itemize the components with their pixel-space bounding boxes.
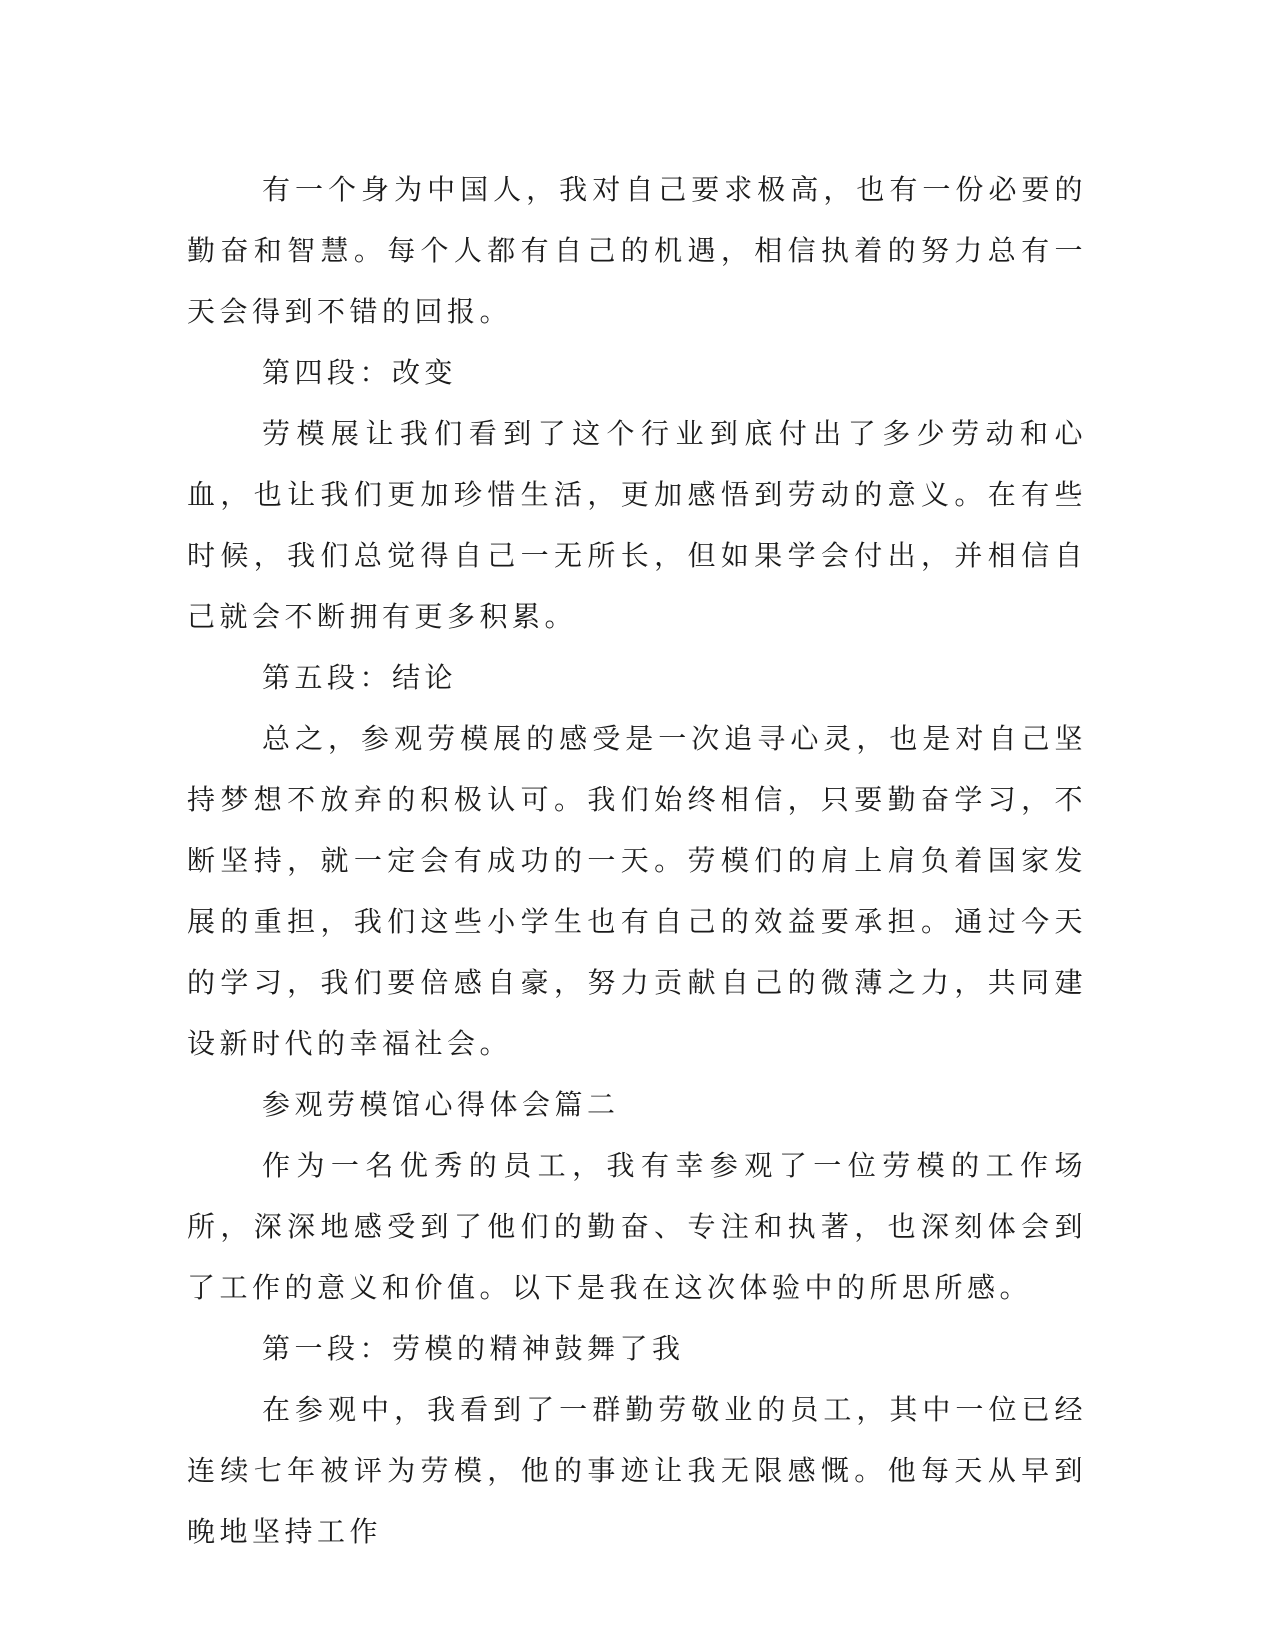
document-body (187, 159, 1087, 1562)
section-heading-spirit: 第一段：劳模的精神鼓舞了我 (262, 1332, 685, 1365)
section-heading-change: 第四段：改变 (262, 356, 458, 389)
section-heading-conclusion: 第五段：结论 (262, 661, 458, 694)
paragraph-conclusion: 总之，参观劳模展的感受是一次追寻心灵，也是对自己坚持梦想不放弃的积极认可。我们始终相信，只要勤奋学习，不断坚持，就一定会有成功的一天。劳模们的肩上肩负着国家发展的重担，我们这些小学生也有自己的效益要承担。通过今天的学习，我们要倍感自豪，努力贡献自己的微薄之力，共同建设新时代的幸福社会。 (187, 722, 1087, 1060)
paragraph-change: 劳模展让我们看到了这个行业到底付出了多少劳动和心血，也让我们更加珍惜生活，更加感悟到劳动的意义。在有些时候，我们总觉得自己一无所长，但如果学会付出，并相信自己就会不断拥有更多积累。 (187, 417, 1087, 633)
essay-title-part-two: 参观劳模馆心得体会篇二 (262, 1088, 620, 1121)
paragraph-diligence: 有一个身为中国人，我对自己要求极高，也有一份必要的勤奋和智慧。每个人都有自己的机遇，相信执着的努力总有一天会得到不错的回报。 (187, 173, 1087, 328)
paragraph-spirit: 在参观中，我看到了一群勤劳敬业的员工，其中一位已经连续七年被评为劳模，他的事迹让我无限感慨。他每天从早到晚地坚持工作 (187, 1393, 1087, 1548)
paragraph-intro-part-two: 作为一名优秀的员工，我有幸参观了一位劳模的工作场所，深深地感受到了他们的勤奋、专注和执著，也深刻体会到了工作的意义和价值。以下是我在这次体验中的所思所感。 (187, 1149, 1087, 1304)
